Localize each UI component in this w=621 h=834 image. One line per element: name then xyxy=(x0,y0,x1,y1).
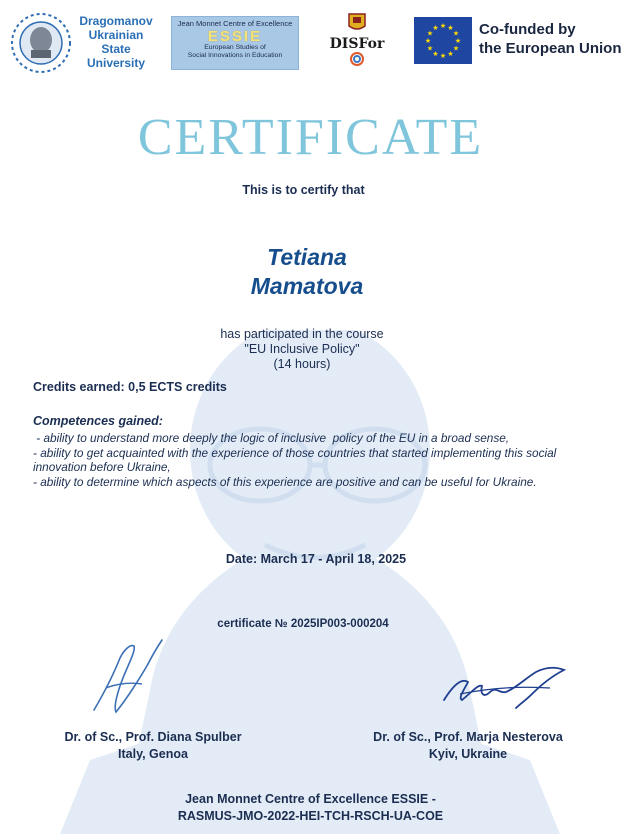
essie-logo xyxy=(171,16,299,70)
footer-line: Jean Monnet Centre of Excellence ESSIE - xyxy=(185,792,436,806)
eu-star-icon: ★ xyxy=(452,29,460,38)
university-emblem-icon xyxy=(10,12,72,74)
certify-text: This is to certify that xyxy=(242,183,365,197)
university-name-line: State xyxy=(101,42,131,56)
eu-star-icon: ★ xyxy=(452,44,460,53)
competence-item: - ability to understand more deeply the logic of inclusive policy of the EU in a broad sense, xyxy=(33,431,510,445)
eu-star-icon: ★ xyxy=(432,24,439,32)
competences-list xyxy=(33,431,593,489)
essie-logo-word: ESSIE xyxy=(207,28,263,45)
university-name-line: University xyxy=(86,56,146,70)
signature-right xyxy=(440,664,570,712)
competence-item: - ability to determine which aspects of this experience are positive and can be useful for Ukraine. xyxy=(33,474,537,489)
signer-left-name: Dr. of Sc., Prof. Diana Spulber xyxy=(64,730,242,744)
course-hours: (14 hours) xyxy=(273,357,331,371)
footer-project-info xyxy=(0,791,621,825)
recipient-last-name: Mamatova xyxy=(250,273,364,299)
essie-logo-subtitle: European Studies of xyxy=(204,44,266,51)
essie-logo-subtitle: Social Innovations in Education xyxy=(187,52,283,59)
course-participation: has participated in the course xyxy=(220,327,384,341)
university-name xyxy=(70,14,162,70)
university-name-line: Dragomanov xyxy=(79,14,153,28)
signer-left xyxy=(48,729,258,763)
eu-star-icon: ★ xyxy=(447,24,454,32)
certificate-number: certificate № 2025IP003-000204 xyxy=(217,618,389,630)
eu-star-icon: ★ xyxy=(426,29,434,38)
signer-left-place: Italy, Genoa xyxy=(118,747,188,761)
eu-star-icon: ★ xyxy=(454,37,462,45)
course-title: "EU Inclusive Policy" xyxy=(244,342,360,356)
disfor-logo-icon xyxy=(327,12,387,68)
footer-line: RASMUS-JMO-2022-HEI-TCH-RSCH-UA-COE xyxy=(177,809,444,823)
disfor-logo-text: DISFor xyxy=(329,36,385,52)
course-info xyxy=(0,327,604,372)
eu-line: the European Union xyxy=(479,40,621,57)
signer-right-name: Dr. of Sc., Prof. Marja Nesterova xyxy=(373,730,563,744)
signature-left xyxy=(86,638,168,718)
eu-star-icon: ★ xyxy=(426,44,434,53)
recipient-name xyxy=(0,243,614,301)
eu-star-icon: ★ xyxy=(432,50,439,58)
recipient-first-name: Tetiana xyxy=(267,244,347,270)
competence-item: - ability to get acquainted with the experience of those countries that started implementing this social innovation before Ukraine, xyxy=(33,445,560,474)
signer-right-place: Kyiv, Ukraine xyxy=(428,747,508,761)
university-name-line: Ukrainian xyxy=(88,28,144,42)
certificate-title: CERTIFICATE xyxy=(137,109,484,166)
competences-title: Competences gained: xyxy=(33,414,163,428)
eu-flag-icon xyxy=(414,17,472,64)
eu-star-icon: ★ xyxy=(424,37,432,45)
eu-star-icon: ★ xyxy=(447,50,454,58)
signer-right xyxy=(355,729,581,763)
credits-earned: Credits earned: 0,5 ECTS credits xyxy=(33,380,227,394)
course-date: Date: March 17 - April 18, 2025 xyxy=(225,552,407,566)
essie-logo-top: Jean Monnet Centre of Excellence xyxy=(177,19,293,28)
eu-star-icon: ★ xyxy=(439,52,447,60)
eu-line: Co-funded by xyxy=(479,21,576,38)
eu-cofunded-label xyxy=(479,20,619,58)
eu-star-icon: ★ xyxy=(439,22,447,30)
